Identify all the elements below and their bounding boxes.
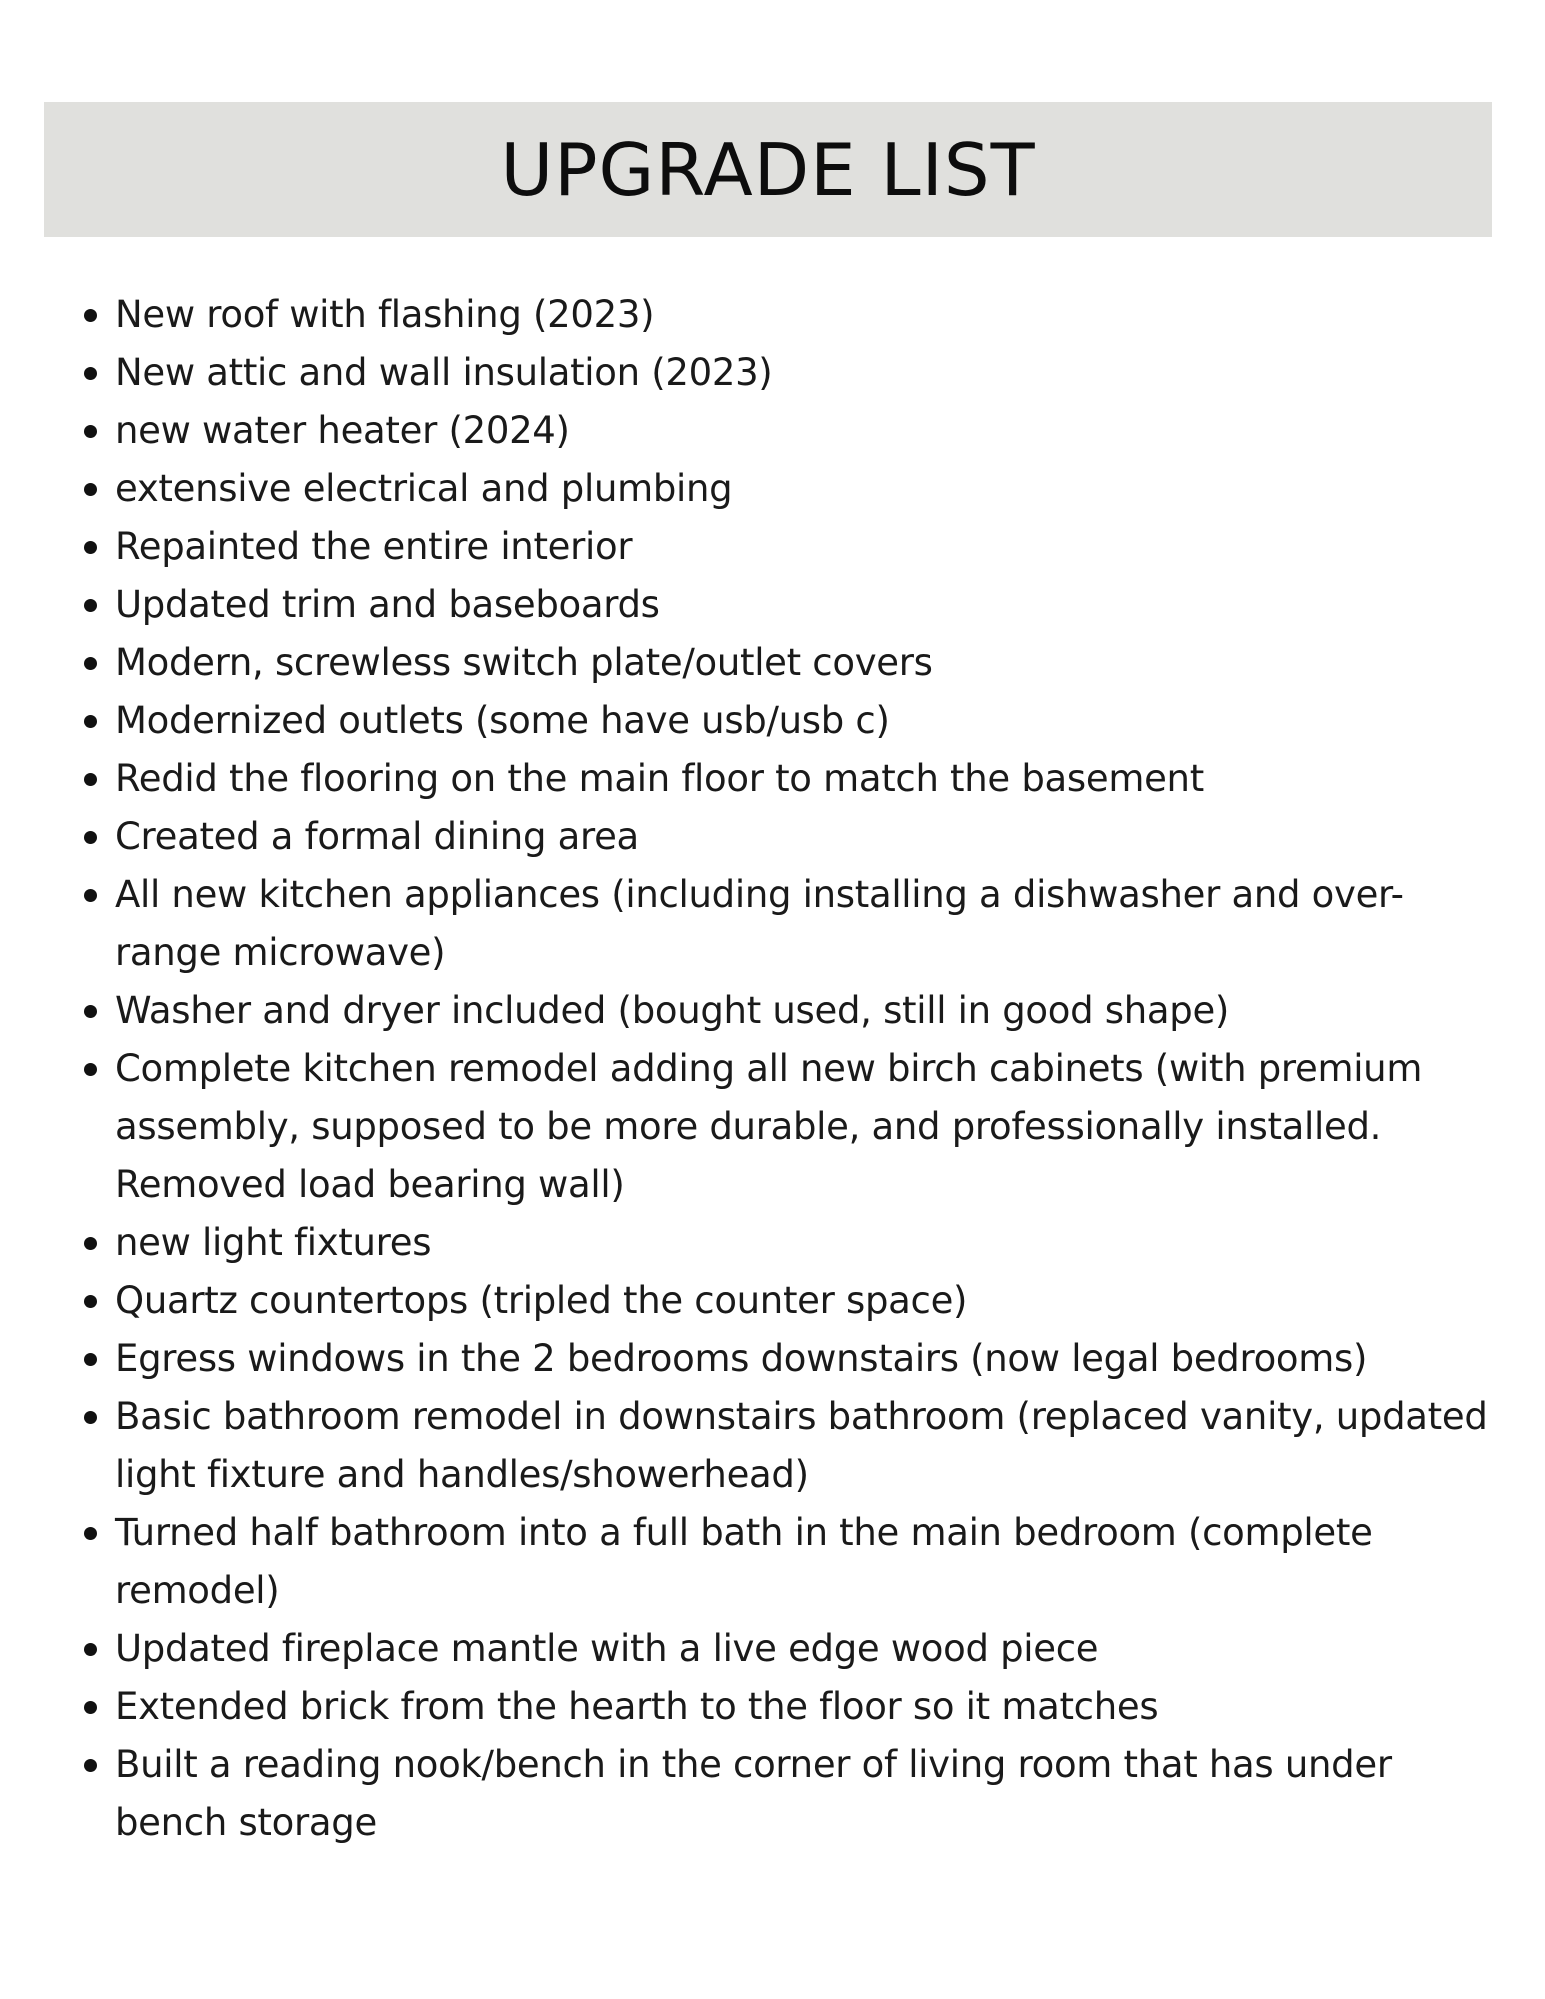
list-item: Redid the flooring on the main floor to match the basement bbox=[84, 750, 1504, 808]
list-item: Repainted the entire interior bbox=[84, 518, 1504, 576]
list-item: new light fixtures bbox=[84, 1214, 1504, 1272]
upgrade-list bbox=[84, 286, 1504, 1852]
list-item: Extended brick from the hearth to the floor so it matches bbox=[84, 1678, 1504, 1736]
list-item: Built a reading nook/bench in the corner of living room that has under bench storage bbox=[84, 1736, 1504, 1852]
list-item: Updated trim and baseboards bbox=[84, 576, 1504, 634]
list-item: New roof with flashing (2023) bbox=[84, 286, 1504, 344]
list-item: Updated fireplace mantle with a live edge wood piece bbox=[84, 1620, 1504, 1678]
list-item: new water heater (2024) bbox=[84, 402, 1504, 460]
list-item: Modern, screwless switch plate/outlet covers bbox=[84, 634, 1504, 692]
list-item: Turned half bathroom into a full bath in the main bedroom (complete remodel) bbox=[84, 1504, 1504, 1620]
list-item: extensive electrical and plumbing bbox=[84, 460, 1504, 518]
list-item: Quartz countertops (tripled the counter space) bbox=[84, 1272, 1504, 1330]
page-title: UPGRADE LIST bbox=[500, 127, 1036, 212]
list-item: New attic and wall insulation (2023) bbox=[84, 344, 1504, 402]
list-item: Egress windows in the 2 bedrooms downstairs (now legal bedrooms) bbox=[84, 1330, 1504, 1388]
list-item: Washer and dryer included (bought used, still in good shape) bbox=[84, 982, 1504, 1040]
list-item: Complete kitchen remodel adding all new birch cabinets (with premium assembly, supposed to be more durable, and professionally installed. Removed load bearing wall) bbox=[84, 1040, 1504, 1214]
list-item: Modernized outlets (some have usb/usb c) bbox=[84, 692, 1504, 750]
list-item: Created a formal dining area bbox=[84, 808, 1504, 866]
title-banner bbox=[44, 102, 1492, 237]
list-item: Basic bathroom remodel in downstairs bathroom (replaced vanity, updated light fixture and handles/showerhead) bbox=[84, 1388, 1504, 1504]
list-item: All new kitchen appliances (including installing a dishwasher and over-range microwave) bbox=[84, 866, 1504, 982]
